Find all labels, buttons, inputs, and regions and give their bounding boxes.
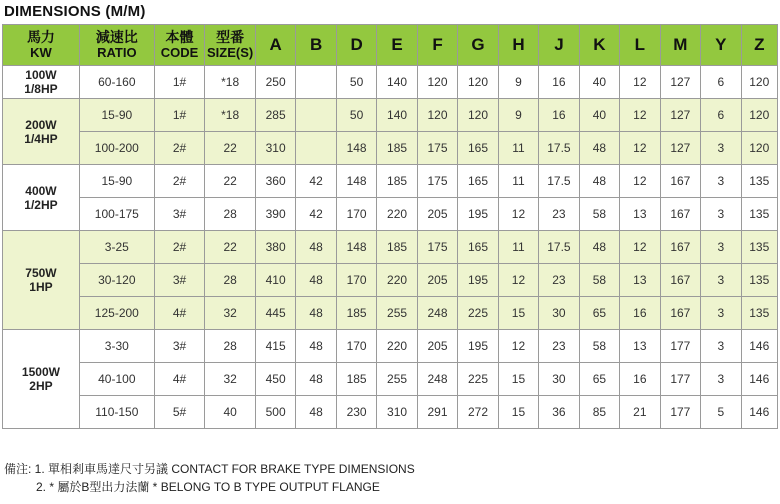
table-cell: 12 (620, 165, 660, 198)
table-cell: 3 (701, 297, 741, 330)
table-cell: 23 (539, 330, 579, 363)
table-cell: 170 (336, 198, 376, 231)
table-cell: 65 (579, 297, 619, 330)
table-cell: 3 (701, 198, 741, 231)
table-cell: 17.5 (539, 231, 579, 264)
table-cell: 127 (660, 99, 700, 132)
table-cell: 135 (741, 165, 777, 198)
table-cell: 360 (255, 165, 295, 198)
table-cell: 205 (417, 264, 457, 297)
table-cell: 1# (154, 66, 205, 99)
table-cell: 167 (660, 297, 700, 330)
table-cell: 177 (660, 330, 700, 363)
header-y: Y (701, 25, 741, 66)
table-cell: 12 (620, 132, 660, 165)
table-cell: 167 (660, 198, 700, 231)
table-cell: 16 (620, 363, 660, 396)
table-cell: 146 (741, 396, 777, 429)
table-cell (296, 99, 336, 132)
table-cell: 12 (498, 330, 538, 363)
table-row (3, 330, 778, 363)
table-cell: 4# (154, 297, 205, 330)
table-cell: 205 (417, 198, 457, 231)
table-row (3, 198, 778, 231)
table-cell: 120 (417, 99, 457, 132)
table-cell: 28 (205, 330, 256, 363)
table-cell: 1# (154, 99, 205, 132)
table-cell: 445 (255, 297, 295, 330)
table-cell: 15 (498, 297, 538, 330)
power-rating-cell (3, 99, 80, 165)
table-cell: 148 (336, 165, 376, 198)
table-cell: 500 (255, 396, 295, 429)
table-cell: 165 (458, 165, 498, 198)
table-cell: 6 (701, 99, 741, 132)
table-cell: 195 (458, 264, 498, 297)
table-cell: 42 (296, 198, 336, 231)
table-cell: 3# (154, 264, 205, 297)
table-cell: 48 (296, 396, 336, 429)
table-cell: 185 (377, 231, 417, 264)
table-cell: 165 (458, 231, 498, 264)
table-cell: 40 (205, 396, 256, 429)
table-row (3, 363, 778, 396)
table-cell: 225 (458, 297, 498, 330)
table-cell: 248 (417, 363, 457, 396)
table-cell: 220 (377, 264, 417, 297)
table-cell: 120 (741, 132, 777, 165)
table-cell: 248 (417, 297, 457, 330)
table-cell: 285 (255, 99, 295, 132)
table-cell: 175 (417, 132, 457, 165)
power-rating-cell (3, 165, 80, 231)
power-rating-line: 400W (25, 183, 57, 198)
table-cell: 250 (255, 66, 295, 99)
table-cell: 135 (741, 198, 777, 231)
header-m: M (660, 25, 700, 66)
table-cell: 230 (336, 396, 376, 429)
table-cell: 11 (498, 132, 538, 165)
power-rating-line: 750W (25, 266, 57, 280)
table-cell: 310 (377, 396, 417, 429)
table-cell: 170 (336, 264, 376, 297)
table-cell: 177 (660, 396, 700, 429)
table-cell: 185 (336, 297, 376, 330)
table-cell: 185 (377, 132, 417, 165)
table-cell: 3-25 (79, 231, 154, 264)
table-cell: 22 (205, 165, 256, 198)
table-cell: 225 (458, 363, 498, 396)
header-h: H (498, 25, 538, 66)
table-cell: 32 (205, 297, 256, 330)
table-cell (296, 132, 336, 165)
table-cell: 100-200 (79, 132, 154, 165)
header-e: E (377, 25, 417, 66)
table-cell: 3# (154, 330, 205, 363)
power-rating-line: 1500W (21, 365, 60, 379)
table-cell: 58 (579, 330, 619, 363)
table-cell: 310 (255, 132, 295, 165)
table-cell: 2# (154, 165, 205, 198)
table-cell: 48 (579, 231, 619, 264)
table-cell: 127 (660, 132, 700, 165)
table-cell: 4# (154, 363, 205, 396)
table-cell: 16 (620, 297, 660, 330)
page-title: DIMENSIONS (M/M) (4, 3, 146, 20)
table-cell: 120 (741, 99, 777, 132)
header-f: F (417, 25, 457, 66)
table-cell: *18 (205, 66, 256, 99)
table-cell: 48 (296, 231, 336, 264)
table-cell: 185 (336, 363, 376, 396)
power-rating-line: 1/2HP (24, 197, 58, 212)
table-cell: 120 (458, 99, 498, 132)
table-cell: 167 (660, 264, 700, 297)
table-cell: 15-90 (79, 165, 154, 198)
table-cell: 177 (660, 363, 700, 396)
table-cell: 291 (417, 396, 457, 429)
table-cell: 30 (539, 363, 579, 396)
table-cell: 175 (417, 165, 457, 198)
table-cell: 3-30 (79, 330, 154, 363)
header-kw: 馬力 KW (3, 25, 80, 66)
table-cell: 58 (579, 264, 619, 297)
table-cell: 11 (498, 231, 538, 264)
table-cell: 120 (417, 66, 457, 99)
table-cell: 2# (154, 132, 205, 165)
table-row (3, 165, 778, 198)
table-cell: 30-120 (79, 264, 154, 297)
header-ratio: 減速比 RATIO (79, 25, 154, 66)
table-cell: 11 (498, 165, 538, 198)
table-cell: 272 (458, 396, 498, 429)
power-rating-line: 1/8HP (24, 82, 58, 96)
table-cell: 170 (336, 330, 376, 363)
table-cell: 450 (255, 363, 295, 396)
table-cell: 22 (205, 132, 256, 165)
table-cell: 410 (255, 264, 295, 297)
table-cell: 15 (498, 396, 538, 429)
power-rating-line: 1/4HP (24, 131, 58, 146)
note-1: 備注: 1. 單相剎車馬達尺寸另議 CONTACT FOR BRAKE TYPE DIMENSIONS (4, 462, 415, 476)
table-cell: 5 (701, 396, 741, 429)
table-cell: 60-160 (79, 66, 154, 99)
header-k: K (579, 25, 619, 66)
table-cell: 135 (741, 264, 777, 297)
power-rating-cell (3, 231, 80, 330)
table-cell: 36 (539, 396, 579, 429)
table-cell: 125-200 (79, 297, 154, 330)
table-cell: 165 (458, 132, 498, 165)
header-j: J (539, 25, 579, 66)
table-cell: 148 (336, 231, 376, 264)
dimensions-table (2, 24, 778, 429)
table-cell: 110-150 (79, 396, 154, 429)
table-cell: 6 (701, 66, 741, 99)
table-cell: 5# (154, 396, 205, 429)
table-cell: 167 (660, 165, 700, 198)
table-cell: 48 (579, 132, 619, 165)
table-cell: 15-90 (79, 99, 154, 132)
table-cell: 13 (620, 264, 660, 297)
power-rating-line: 1HP (29, 280, 53, 294)
table-cell: 58 (579, 198, 619, 231)
table-cell: 85 (579, 396, 619, 429)
table-cell: 3# (154, 198, 205, 231)
table-cell: 195 (458, 198, 498, 231)
table-cell: 120 (741, 66, 777, 99)
table-cell: 195 (458, 330, 498, 363)
table-cell: 48 (296, 264, 336, 297)
table-body (3, 66, 778, 429)
power-rating-line: 200W (25, 117, 57, 132)
power-rating-line: 2HP (29, 379, 53, 393)
header-row (3, 25, 778, 66)
notes (4, 460, 415, 496)
table-cell: 30 (539, 297, 579, 330)
table-cell: 146 (741, 363, 777, 396)
table-cell: 48 (296, 363, 336, 396)
table-row (3, 132, 778, 165)
table-cell: 23 (539, 264, 579, 297)
table-cell: 28 (205, 198, 256, 231)
header-l: L (620, 25, 660, 66)
table-cell: 23 (539, 198, 579, 231)
header-size: 型番 SIZE(S) (205, 25, 256, 66)
table-cell: 3 (701, 363, 741, 396)
table-cell: 9 (498, 66, 538, 99)
table-cell: 167 (660, 231, 700, 264)
header-d: D (336, 25, 376, 66)
table-cell: 148 (336, 132, 376, 165)
table-cell (296, 66, 336, 99)
table-cell: 100-175 (79, 198, 154, 231)
header-a: A (255, 25, 295, 66)
table-cell: 140 (377, 66, 417, 99)
table-cell: 17.5 (539, 132, 579, 165)
table-cell: 220 (377, 330, 417, 363)
table-cell: 40 (579, 66, 619, 99)
table-cell: *18 (205, 99, 256, 132)
table-cell: 380 (255, 231, 295, 264)
table-cell: 415 (255, 330, 295, 363)
table-cell: 140 (377, 99, 417, 132)
table-cell: 185 (377, 165, 417, 198)
table-cell: 65 (579, 363, 619, 396)
table-cell: 12 (620, 231, 660, 264)
table-cell: 12 (620, 99, 660, 132)
table-cell: 48 (579, 165, 619, 198)
table-cell: 220 (377, 198, 417, 231)
header-g: G (458, 25, 498, 66)
table-cell: 21 (620, 396, 660, 429)
table-row (3, 297, 778, 330)
table-row (3, 66, 778, 99)
table-cell: 205 (417, 330, 457, 363)
power-rating-cell (3, 66, 80, 99)
power-rating-cell (3, 330, 80, 429)
table-cell: 9 (498, 99, 538, 132)
power-rating-line: 100W (25, 68, 57, 82)
table-cell: 3 (701, 132, 741, 165)
header-code: 本體 CODE (154, 25, 205, 66)
table-row (3, 99, 778, 132)
table-cell: 22 (205, 231, 256, 264)
table-cell: 40 (579, 99, 619, 132)
header-b: B (296, 25, 336, 66)
table-cell: 50 (336, 99, 376, 132)
table-cell: 3 (701, 330, 741, 363)
table-cell: 32 (205, 363, 256, 396)
note-2: 2. * 屬於B型出力法蘭 * BELONG TO B TYPE OUTPUT FLANGE (36, 480, 380, 494)
table-cell: 28 (205, 264, 256, 297)
table-cell: 12 (498, 198, 538, 231)
table-cell: 135 (741, 231, 777, 264)
table-cell: 12 (498, 264, 538, 297)
table-cell: 16 (539, 99, 579, 132)
table-cell: 3 (701, 165, 741, 198)
table-cell: 17.5 (539, 165, 579, 198)
table-cell: 13 (620, 330, 660, 363)
table-cell: 255 (377, 297, 417, 330)
table-cell: 3 (701, 231, 741, 264)
table-cell: 15 (498, 363, 538, 396)
table-cell: 42 (296, 165, 336, 198)
table-cell: 48 (296, 330, 336, 363)
table-cell: 390 (255, 198, 295, 231)
table-cell: 135 (741, 297, 777, 330)
table-cell: 48 (296, 297, 336, 330)
table-cell: 175 (417, 231, 457, 264)
table-cell: 2# (154, 231, 205, 264)
table-cell: 3 (701, 264, 741, 297)
table-cell: 255 (377, 363, 417, 396)
table-row (3, 396, 778, 429)
table-cell: 13 (620, 198, 660, 231)
header-z: Z (741, 25, 777, 66)
table-cell: 146 (741, 330, 777, 363)
table-cell: 12 (620, 66, 660, 99)
table-row (3, 231, 778, 264)
table-cell: 120 (458, 66, 498, 99)
table-row (3, 264, 778, 297)
table-cell: 50 (336, 66, 376, 99)
table-cell: 127 (660, 66, 700, 99)
table-cell: 40-100 (79, 363, 154, 396)
table-cell: 16 (539, 66, 579, 99)
